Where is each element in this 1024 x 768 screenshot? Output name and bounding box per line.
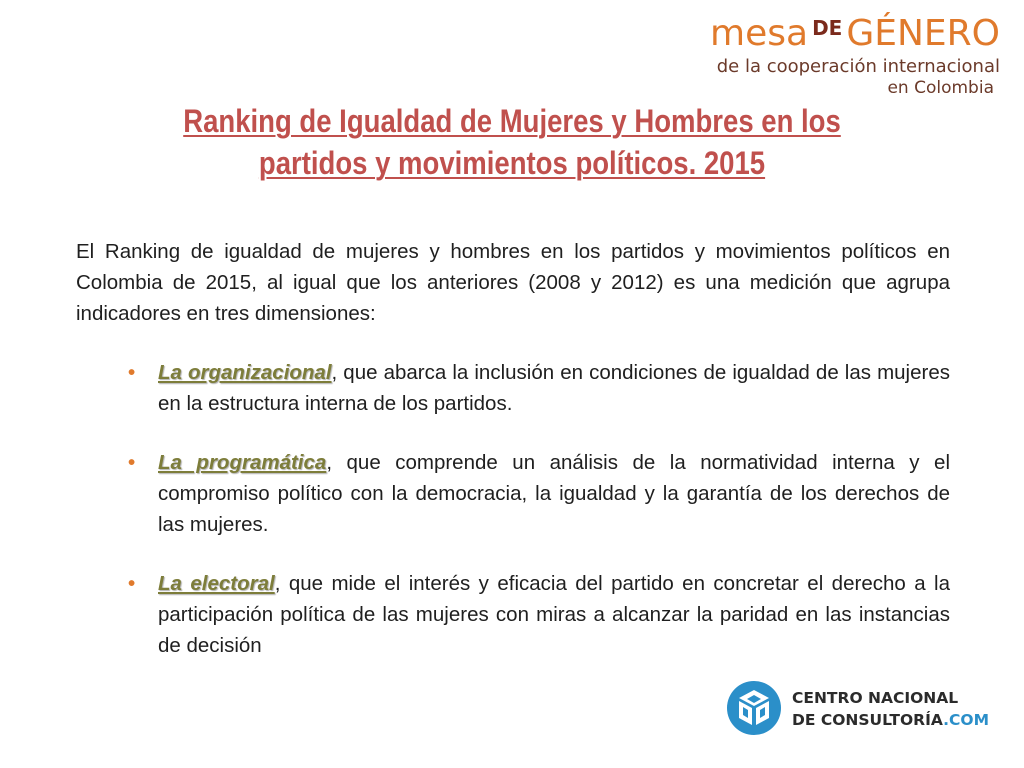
cnc-line2-main: DE CONSULTORÍA <box>792 711 944 729</box>
dimension-description: , que abarca la inclusión en condiciones de igualdad de las mujeres en la estructura interna de los partidos. <box>158 361 950 415</box>
bullet-icon: • <box>128 451 136 474</box>
slide-body <box>76 236 950 689</box>
centro-nacional-de-consultoria-logo <box>726 680 990 738</box>
dimension-term: La electoral <box>158 572 275 595</box>
cnc-line2 <box>792 709 989 731</box>
dimension-term: La organizacional <box>158 361 332 384</box>
slide-title-line1: Ranking de Igualdad de Mujeres y Hombres en los <box>183 103 841 139</box>
cnc-cube-icon <box>726 680 782 736</box>
logo-subtitle-line2: en Colombia <box>887 78 994 98</box>
logo-word-genero: GÉNERO <box>846 13 1000 54</box>
mesa-de-genero-logo <box>710 14 1000 96</box>
dimension-description: , que comprende un análisis de la normatividad interna y el compromiso político con la democracia, la igualdad y la garantía de los derechos de las mujeres. <box>158 451 951 536</box>
slide-title <box>140 100 883 184</box>
logo-word-de: DE <box>812 16 843 40</box>
slide-title-line2: partidos y movimientos políticos. 2015 <box>258 145 766 181</box>
dimension-term: La programática <box>158 451 327 474</box>
list-item <box>76 568 950 661</box>
intro-paragraph: El Ranking de igualdad de mujeres y hombres en los partidos y movimientos políticos en Colombia de 2015, al igual que los anteriores (2008 y 2012) es una medición que agrupa indicadores en tres dimensiones: <box>76 240 950 325</box>
logo-subtitle-line1: de la cooperación internacional <box>716 56 1000 77</box>
logo-wordmark <box>710 14 1000 54</box>
dimensions-list <box>76 357 950 661</box>
bullet-icon: • <box>128 361 136 384</box>
logo-word-mesa: mesa <box>710 13 809 54</box>
cnc-line2-suffix: .COM <box>943 711 990 729</box>
list-item <box>76 357 950 419</box>
bullet-icon: • <box>128 572 136 595</box>
cnc-line1: CENTRO NACIONAL <box>792 689 959 707</box>
list-item <box>76 447 950 540</box>
dimension-description: , que mide el interés y eficacia del partido en concretar el derecho a la participación política de las mujeres con miras a alcanzar la paridad en las instancias de decisión <box>158 572 950 657</box>
cnc-wordmark <box>792 687 989 731</box>
